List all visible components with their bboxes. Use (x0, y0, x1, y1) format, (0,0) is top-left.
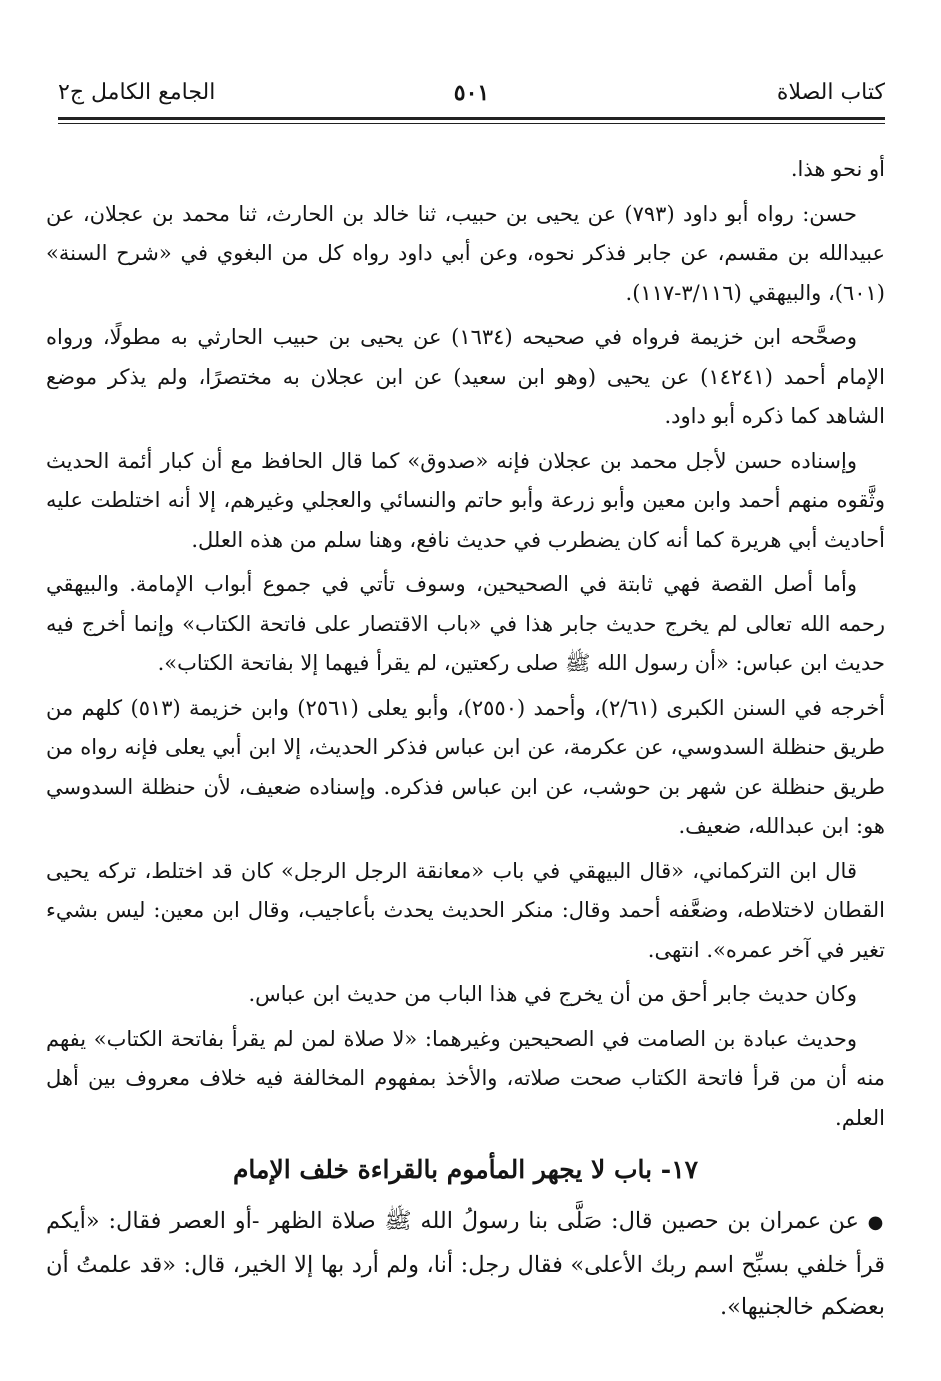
paragraph: وإسناده حسن لأجل محمد بن عجلان فإنه «صدوق» كما قال الحافظ مع أن كبار أئمة الحديث وثَّقوه منهم أحمد وابن معين وأبو زرعة وأبو حاتم والنسائي والعجلي وغيرهم، إلا أنه اختلطت عليه أحاديث أبي هريرة كما أنه كان يضطرب في حديث نافع، وهنا سلم من هذه العلل. (46, 448, 885, 552)
book-section-title: كتاب الصلاة (776, 80, 885, 105)
paragraph: أخرجه في السنن الكبرى (٢/٦١)، وأحمد (٢٥٥٠)، وأبو يعلى (٢٥٦١) وابن خزيمة (٥١٣) كلهم من طريق حنظلة السدوسي، عن عكرمة، عن ابن عباس فذكر الحديث، إلا ابن أبي يعلى فإنه رواه من طريق حنظلة عن شهر بن حوشب، عن ابن عباس فذكره. وإسناده ضعيف، لأن حنظلة السدوسي هو: ابن عبدالله، ضعيف. (46, 695, 886, 838)
paragraph: وكان حديث جابر أحق من أن يخرج في هذا الباب من حديث ابن عباس. (248, 982, 857, 1006)
bullet-icon: ● (867, 1212, 885, 1233)
paragraph: أو نحو هذا. (790, 157, 885, 181)
header-rule-thin (58, 123, 885, 124)
hadith-text (46, 1200, 885, 1328)
paragraph: وأما أصل القصة فهي ثابتة في الصحيحين، وسوف تأتي في جموع أبواب الإمامة. والبيهقي رحمه الله تعالى لم يخرج حديث جابر هذا في «باب الاقتصار على فاتحة الكتاب» وإنما أخرج فيه حديث ابن عباس: «أن رسول الله ﷺ صلى ركعتين، لم يقرأ فيهما إلا بفاتحة الكتاب». (46, 572, 885, 675)
chapter-title: ١٧- باب لا يجهر المأموم بالقراءة خلف الإمام (232, 1155, 699, 1184)
page-header (58, 78, 885, 114)
paragraph: وصحَّحه ابن خزيمة فرواه في صحيحه (١٦٣٤) عن يحيى بن حبيب الحارثي به مطولًا، ورواه الإمام أحمد (١٤٢٤١) عن يحيى (وهو ابن سعيد) عن ابن عجلان به مختصرًا، ولم يذكر موضع الشاهد كما ذكره أبو داود. (46, 325, 885, 428)
book-volume-title: الجامع الكامل ج٢ (58, 80, 216, 105)
paragraph: حسن: رواه أبو داود (٧٩٣) عن يحيى بن حبيب، ثنا خالد بن الحارث، ثنا محمد بن عجلان، عن عبيدالله بن مقسم، عن جابر فذكر نحوه، وعن أبي داود رواه كل من البغوي في «شرح السنة» (٦٠١)، والبيهقي (٣/١١٦-١١٧). (46, 201, 885, 305)
hadith-body: عن عمران بن حصين قال: صَلَّى بنا رسولُ الله ﷺ صلاة الظهر -أو العصر فقال: «أيكم قرأ خلفي بسبِّح اسم ربك الأعلى» فقال رجل: أنا، ولم أرد بها إلا الخير، قال: «قد علمتُ أن بعضكم خالجنيها». (46, 1208, 885, 1320)
page-number: ٥٠١ (453, 80, 490, 106)
header-rule-thick (58, 117, 885, 120)
page-body (46, 150, 885, 1333)
paragraph: وحديث عبادة بن الصامت في الصحيحين وغيرهما: «لا صلاة لمن لم يقرأ بفاتحة الكتاب» يفهم منه أن من قرأ فاتحة الكتاب صحت صلاته، والأخذ بمفهوم المخالفة فيه خلاف معروف بين أهل العلم. (46, 1026, 885, 1130)
paragraph: قال ابن التركماني، «قال البيهقي في باب «معانقة الرجل الرجل» كان قد اختلط، تركه يحيى القطان لاختلاطه، وضعَّفه أحمد وقال: منكر الحديث يحدث بأعاجيب، وقال ابن معين: ليس بشيء تغير في آخر عمره». انتهى. (46, 858, 885, 962)
